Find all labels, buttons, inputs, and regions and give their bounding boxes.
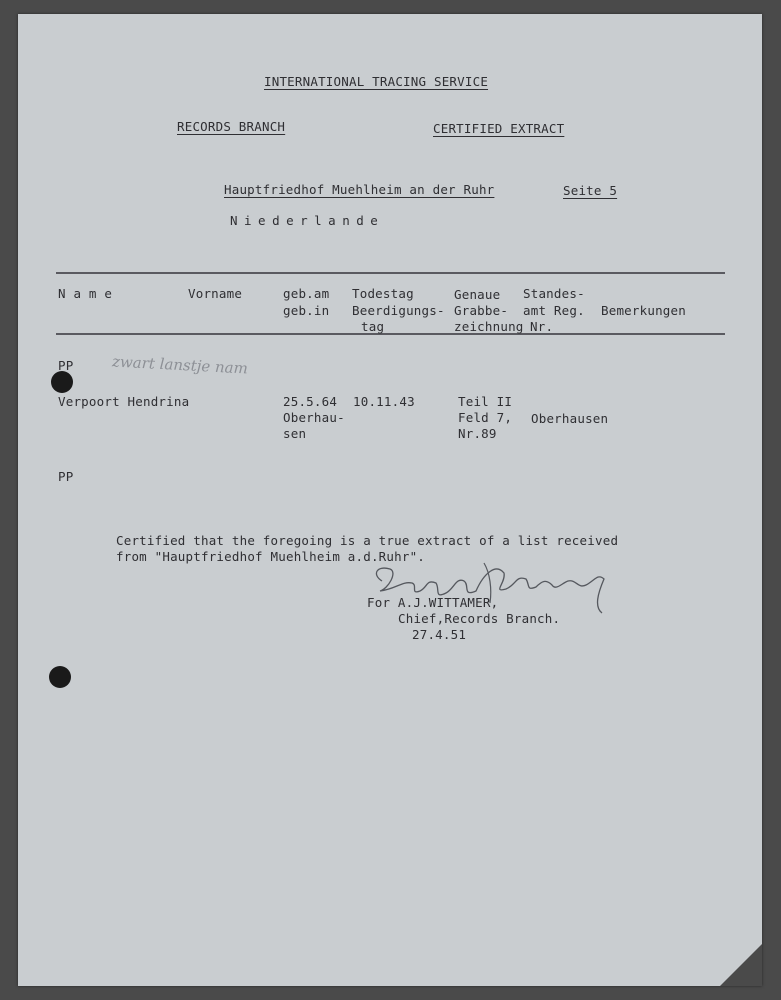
folded-corner	[720, 944, 762, 986]
col-header-name: N a m e	[58, 286, 113, 301]
row-birth-place-2: sen	[283, 426, 307, 441]
row-grave-1: Teil II	[458, 394, 513, 409]
signer-line: For A.J.WITTAMER,	[367, 595, 499, 610]
row-name: Verpoort Hendrina	[58, 394, 190, 409]
pp-mark-top: PP	[58, 358, 74, 373]
col-header-nr: Nr.	[530, 319, 554, 334]
certification-line-2: from "Hauptfriedhof Muehlheim a.d.Ruhr".	[116, 549, 426, 564]
table-header-rule	[56, 333, 725, 335]
col-header-todestag: Todestag	[352, 286, 414, 301]
org-title: INTERNATIONAL TRACING SERVICE	[264, 74, 489, 89]
punch-hole	[49, 666, 71, 688]
col-header-vorname: Vorname	[188, 286, 243, 301]
col-header-tag: tag	[361, 319, 385, 334]
signature-date: 27.4.51	[412, 627, 467, 642]
row-death-date: 10.11.43	[353, 394, 415, 409]
row-birth-date: 25.5.64	[283, 394, 338, 409]
col-header-geb-am: geb.am	[283, 286, 330, 301]
document-page	[18, 14, 762, 986]
col-header-zeichnung: zeichnung	[454, 319, 524, 334]
punch-hole	[51, 371, 73, 393]
row-grave-2: Feld 7,	[458, 410, 513, 425]
handwritten-signature	[366, 559, 606, 619]
pp-mark-bottom: PP	[58, 469, 74, 484]
table-top-rule	[56, 272, 725, 274]
doc-type-label: CERTIFIED EXTRACT	[433, 121, 565, 136]
row-standesamt: Oberhausen	[531, 411, 609, 426]
handwritten-note: zwart lanstje nam	[111, 352, 249, 378]
row-grave-3: Nr.89	[458, 426, 497, 441]
col-header-standes: Standes-	[523, 286, 585, 301]
page-number: Seite 5	[563, 183, 618, 198]
signer-title: Chief,Records Branch.	[398, 611, 561, 626]
col-header-geb-in: geb.in	[283, 303, 330, 318]
country-heading: Niederlande	[230, 213, 385, 228]
branch-label: RECORDS BRANCH	[177, 119, 286, 134]
col-header-grabbe: Grabbe-	[454, 303, 509, 318]
col-header-amt-reg: amt Reg.	[523, 303, 585, 318]
col-header-genaue: Genaue	[454, 287, 501, 302]
row-birth-place-1: Oberhau-	[283, 410, 345, 425]
col-header-beerdigung: Beerdigungs-	[352, 303, 445, 318]
cemetery-name: Hauptfriedhof Muehlheim an der Ruhr	[224, 182, 495, 197]
certification-line-1: Certified that the foregoing is a true extract of a list received	[116, 533, 619, 548]
col-header-bemerkungen: Bemerkungen	[601, 303, 686, 318]
